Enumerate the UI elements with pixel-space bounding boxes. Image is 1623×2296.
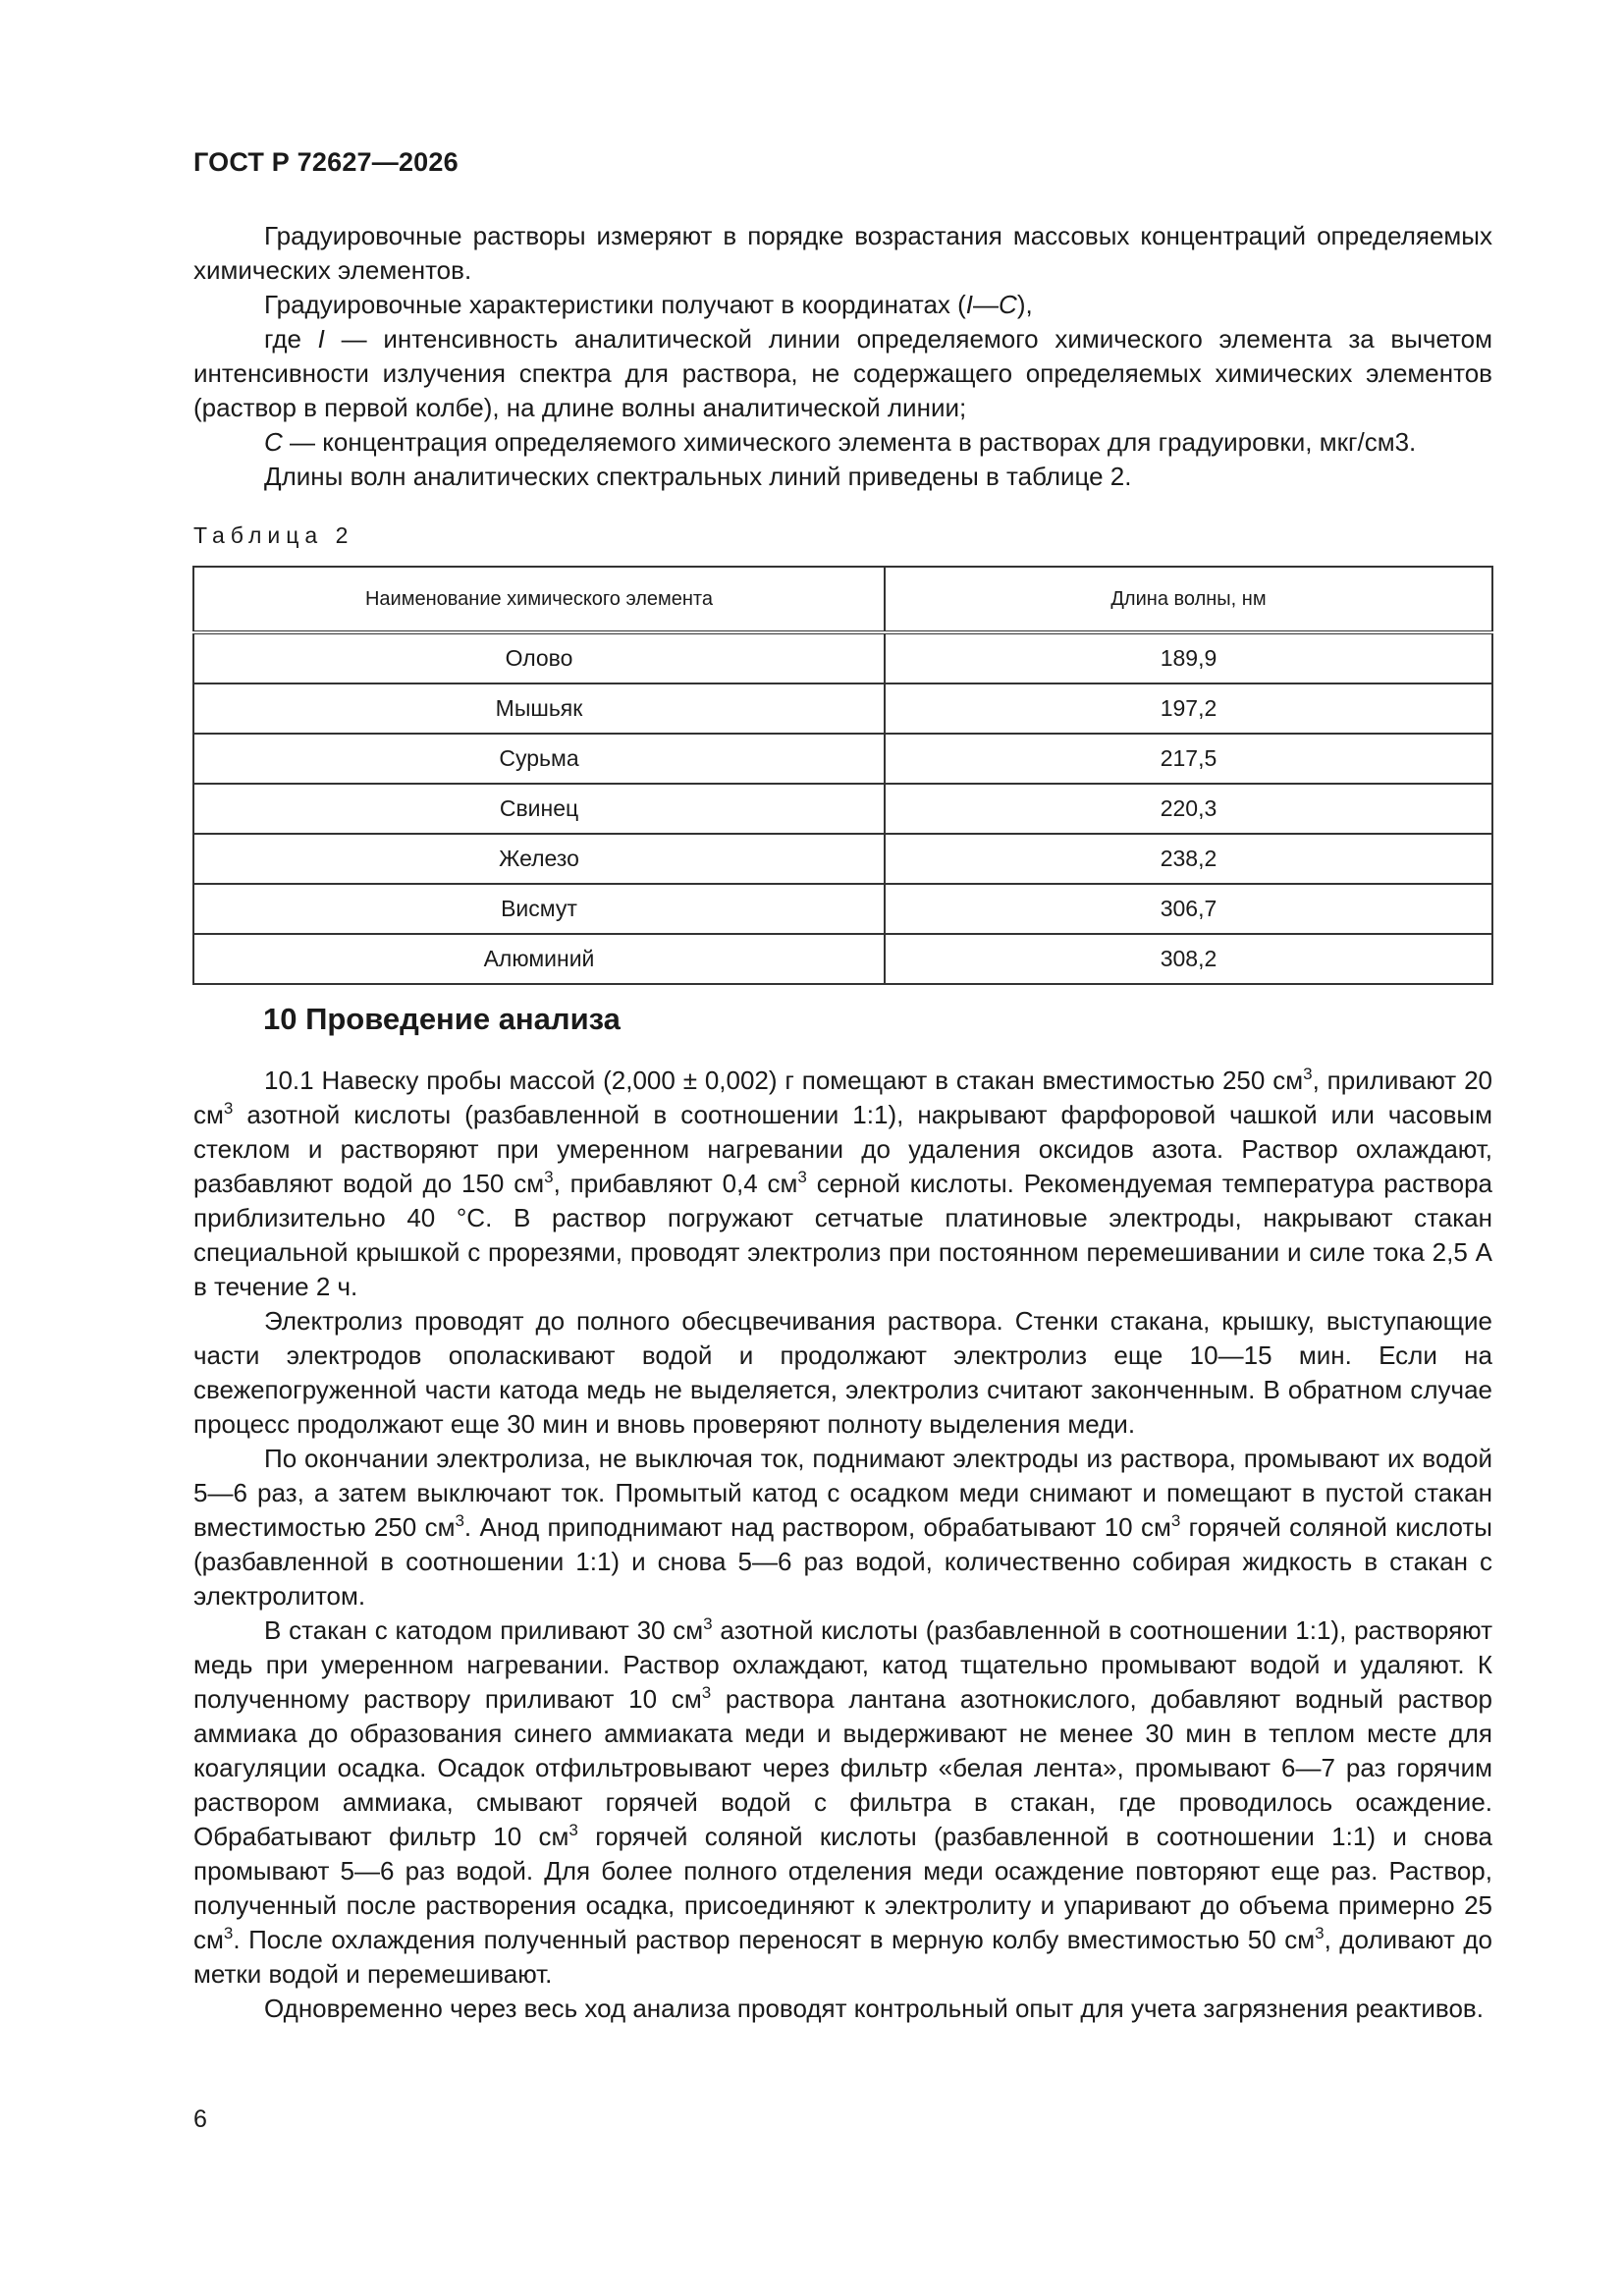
- table-cell: Алюминий: [193, 934, 885, 984]
- paragraph: Градуировочные растворы измеряют в порядке возрастания массовых концентраций определяемых химических элементов.: [193, 221, 1492, 285]
- paragraph: C — концентрация определяемого химического элемента в растворах для градуировки, мкг/см3.: [264, 427, 1417, 457]
- table-row: [193, 934, 1492, 984]
- table-cell: 308,2: [885, 934, 1492, 984]
- table-cell: 306,7: [885, 884, 1492, 934]
- column-header: Длина волны, нм: [885, 567, 1492, 632]
- table-caption: Таблица 2: [193, 522, 354, 548]
- table-row: [193, 834, 1492, 884]
- table-cell: Железо: [193, 834, 885, 884]
- table-cell: 220,3: [885, 784, 1492, 834]
- table-header-row: [193, 567, 1492, 632]
- column-header: Наименование химического элемента: [193, 567, 885, 632]
- table-row: [193, 734, 1492, 784]
- table-cell: Сурьма: [193, 734, 885, 784]
- paragraph: 10.1 Навеску пробы массой (2,000 ± 0,002) г помещают в стакан вместимостью 250 $см^3$, приливают 20 $см^3$ азотной кислоты (разбавленной в соотношении 1:1), накрывают фарфоровой чашкой или часовым стеклом и растворяют при умеренном нагревании до удаления оксидов азота. Раствор охлаждают, разбавляют водой до 150 $см^3$, прибавляют 0,4 $см^3$ серной кислоты. Рекомендуемая температура раствора приблизительно 40 °С. В раствор погружают сетчатые платиновые электроды, накрывают стакан специальной крышкой с прорезями, проводят электролиз при постоянном перемешивании и силе тока 2,5 А в течение 2 ч.: [193, 1065, 1492, 1301]
- table-row: [193, 884, 1492, 934]
- paragraph: где I — интенсивность аналитической линии определяемого химического элемента за вычетом интенсивности излучения спектра для раствора, не содержащего определяемых химических элементов (раствор в первой колбе), на длине волны аналитической линии;: [193, 324, 1493, 422]
- section-title: 10 Проведение анализа: [263, 1002, 621, 1036]
- paragraph: По окончании электролиза, не выключая ток, поднимают электроды из раствора, промывают их водой 5—6 раз, а затем выключают ток. Промытый катод с осадком меди снимают и помещают в пустой стакан вместимостью 250 $см^3$. Анод приподнимают над раствором, обрабатывают 10 $см^3$ горячей соляной кислоты (разбавленной в соотношении 1:1) и снова 5—6 раз водой, количественно собирая жидкость в стакан с электролитом.: [193, 1444, 1492, 1611]
- paragraph: Одновременно через весь ход анализа проводят контрольный опыт для учета загрязнения реактивов.: [264, 1994, 1484, 2023]
- intro-text: [193, 219, 1492, 494]
- table-cell: Свинец: [193, 784, 885, 834]
- paragraph: В стакан с катодом приливают 30 $см^3$ азотной кислоты (разбавленной в соотношении 1:1), растворяют медь при умеренном нагревании. Раствор охлаждают, катод тщательно промывают водой и удаляют. К полученному раствору приливают 10 $см^3$ раствора лантана азотнокислого, добавляют водный раствор аммиака до образования синего аммиаката меди и выдерживают не менее 30 мин в теплом месте для коагуляции осадка. Осадок отфильтровывают через фильтр «белая лента», промывают 6—7 раз горячим раствором аммиака, смывают горячей водой с фильтра в стакан, где проводилось осаждение. Обрабатывают фильтр 10 $см^3$ горячей соляной кислоты (разбавленной в соотношении 1:1) и снова промывают 5—6 раз водой. Для более полного отделения меди осаждение повторяют еще раз. Раствор, полученный после растворения осадка, присоединяют к электролиту и упаривают до объема примерно 25 $см^3$. После охлаждения полученный раствор переносят в мерную колбу вместимостью 50 $см^3$, доливают до метки водой и перемешивают.: [193, 1614, 1493, 1989]
- table-cell: 189,9: [885, 632, 1492, 683]
- table-row: [193, 632, 1492, 683]
- table-cell: Мышьяк: [193, 683, 885, 734]
- table-cell: 197,2: [885, 683, 1492, 734]
- table-row: [193, 784, 1492, 834]
- table-row: [193, 683, 1492, 734]
- wavelength-table: [192, 566, 1493, 985]
- table-cell: 238,2: [885, 834, 1492, 884]
- table-cell: 217,5: [885, 734, 1492, 784]
- page-number: 6: [193, 2105, 207, 2133]
- paragraph: Градуировочные характеристики получают в координатах (I—C),: [264, 290, 1033, 319]
- document-header: ГОСТ Р 72627—2026: [193, 147, 459, 177]
- table-cell: Висмут: [193, 884, 885, 934]
- section-text: [193, 1064, 1492, 2026]
- paragraph: Длины волн аналитических спектральных линий приведены в таблице 2.: [264, 462, 1132, 491]
- table-cell: Олово: [193, 632, 885, 683]
- paragraph: Электролиз проводят до полного обесцвечивания раствора. Стенки стакана, крышку, выступающие части электродов ополаскивают водой и продолжают электролиз еще 10—15 мин. Если на свежепогруженной части катода медь не выделяется, электролиз считают законченным. В обратном случае процесс продолжают еще 30 мин и вновь проверяют полноту выделения меди.: [193, 1306, 1492, 1439]
